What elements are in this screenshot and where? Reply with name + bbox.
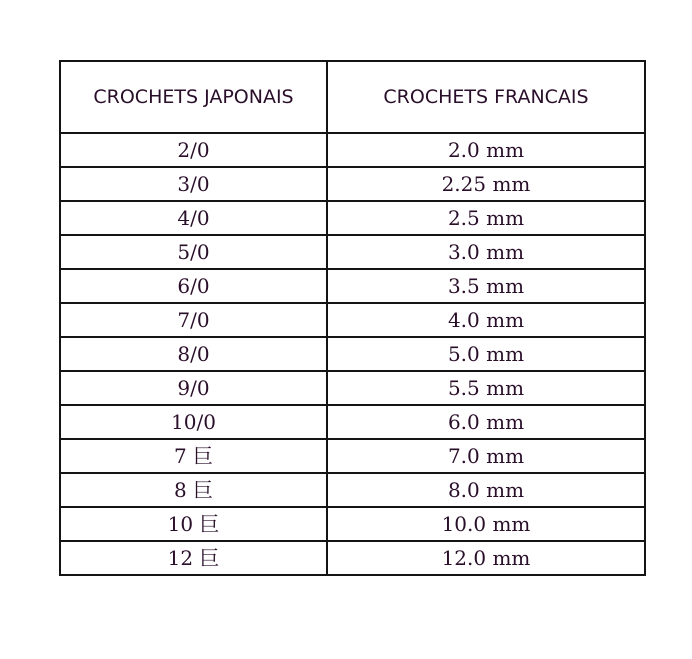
japanese-size-cell: 2/0 (60, 133, 327, 167)
french-size-cell: 12.0 mm (327, 541, 645, 575)
japanese-size-cell: 10/0 (60, 405, 327, 439)
japanese-size-cell: 4/0 (60, 201, 327, 235)
japanese-size-cell: 8/0 (60, 337, 327, 371)
japanese-size-cell: 10 巨 (60, 507, 327, 541)
french-size-cell: 7.0 mm (327, 439, 645, 473)
french-size-cell: 2.25 mm (327, 167, 645, 201)
crochet-size-table (59, 60, 646, 576)
french-size-cell: 2.0 mm (327, 133, 645, 167)
japanese-size-cell: 12 巨 (60, 541, 327, 575)
japanese-size-cell: 8 巨 (60, 473, 327, 507)
french-size-cell: 6.0 mm (327, 405, 645, 439)
table-row (60, 507, 645, 541)
french-size-cell: 5.0 mm (327, 337, 645, 371)
table-row (60, 405, 645, 439)
french-size-cell: 3.5 mm (327, 269, 645, 303)
table-row (60, 235, 645, 269)
japanese-size-cell: 7/0 (60, 303, 327, 337)
table-row (60, 201, 645, 235)
table-row (60, 439, 645, 473)
table-row (60, 303, 645, 337)
table-row (60, 473, 645, 507)
table-row (60, 167, 645, 201)
table-row (60, 269, 645, 303)
french-size-cell: 10.0 mm (327, 507, 645, 541)
header-japanese-hooks: CROCHETS JAPONAIS (60, 61, 327, 133)
french-size-cell: 4.0 mm (327, 303, 645, 337)
japanese-size-cell: 3/0 (60, 167, 327, 201)
japanese-size-cell: 9/0 (60, 371, 327, 405)
french-size-cell: 3.0 mm (327, 235, 645, 269)
table-row (60, 337, 645, 371)
table-header-row (60, 61, 645, 133)
table-row (60, 133, 645, 167)
table-row (60, 371, 645, 405)
japanese-size-cell: 7 巨 (60, 439, 327, 473)
french-size-cell: 5.5 mm (327, 371, 645, 405)
french-size-cell: 8.0 mm (327, 473, 645, 507)
japanese-size-cell: 6/0 (60, 269, 327, 303)
japanese-size-cell: 5/0 (60, 235, 327, 269)
header-french-hooks: CROCHETS FRANCAIS (327, 61, 645, 133)
table-row (60, 541, 645, 575)
french-size-cell: 2.5 mm (327, 201, 645, 235)
table-body (60, 133, 645, 575)
